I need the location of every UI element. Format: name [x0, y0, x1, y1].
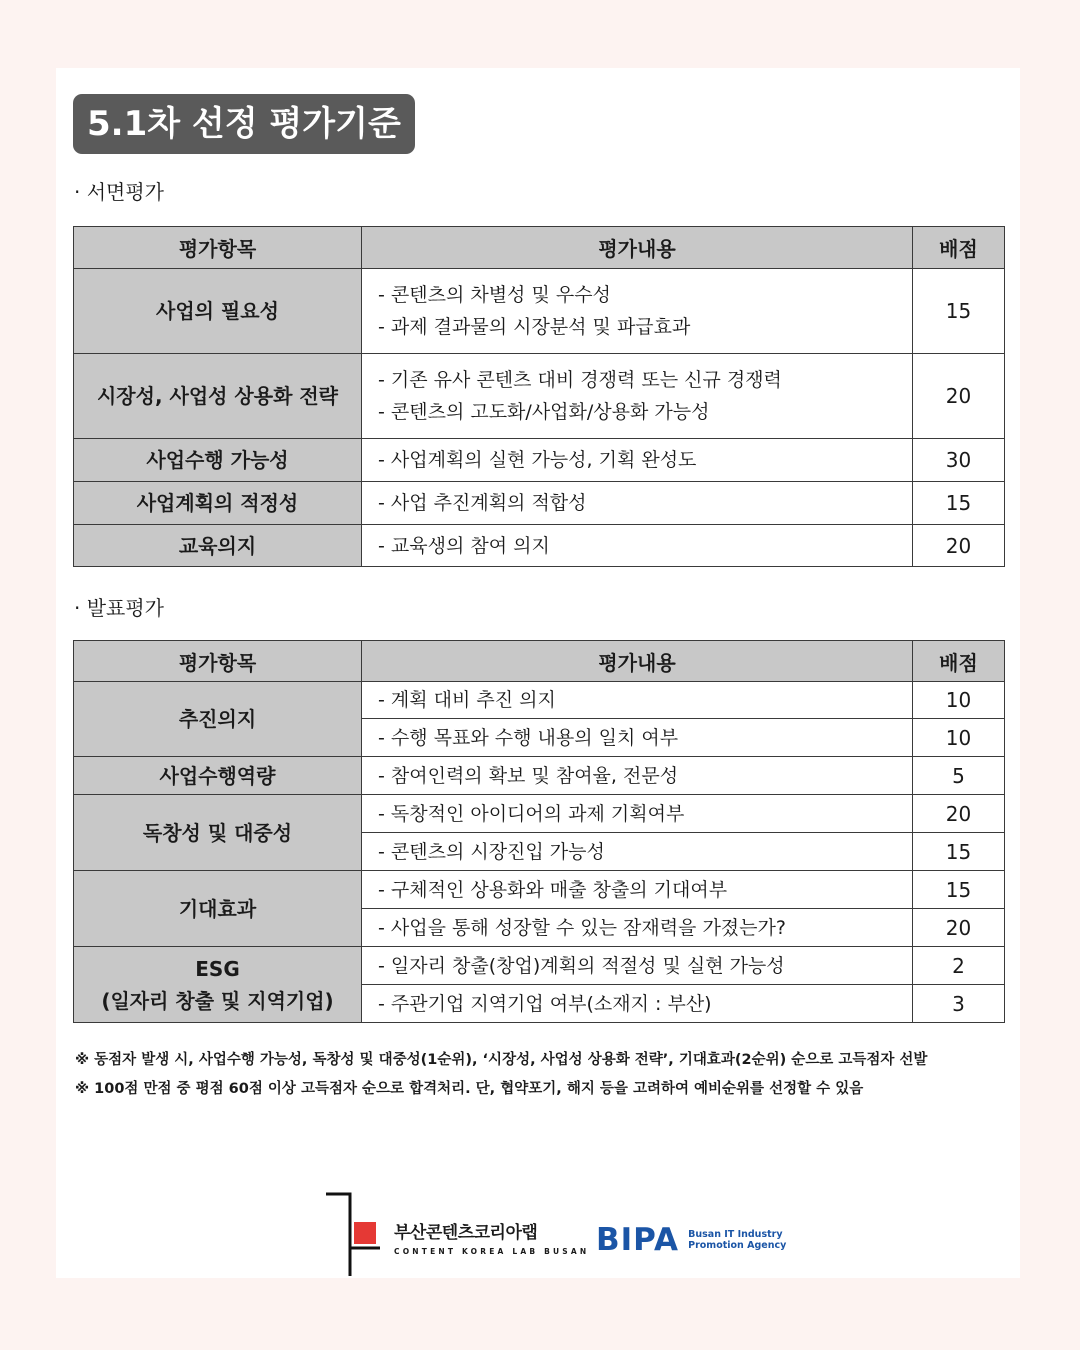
eval-content: - 사업 추진계획의 적합성 — [362, 482, 913, 525]
table-row — [74, 682, 1005, 719]
content-korea-lab-logo-icon — [324, 1188, 384, 1278]
eval-item: 교육의지 — [74, 525, 362, 567]
eval-score: 20 — [913, 795, 1005, 833]
eval-item: 사업계획의 적정성 — [74, 482, 362, 525]
written-eval-table — [73, 226, 1005, 567]
presentation-eval-label: · 발표평가 — [74, 596, 164, 620]
header-item: 평가항목 — [74, 641, 362, 682]
eval-score: 15 — [913, 269, 1005, 354]
eval-content: - 독창적인 아이디어의 과제 기획여부 — [362, 795, 913, 833]
eval-item: 시장성, 사업성 상용화 전략 — [74, 354, 362, 439]
bipa-sub-line: Busan IT Industry — [688, 1229, 783, 1240]
eval-item: 기대효과 — [74, 871, 362, 947]
eval-content: - 수행 목표와 수행 내용의 일치 여부 — [362, 719, 913, 757]
footnotes — [75, 1046, 927, 1104]
bipa-sub-line: Promotion Agency — [688, 1240, 787, 1251]
eval-content: - 일자리 창출(창업)계획의 적절성 및 실현 가능성 — [362, 947, 913, 985]
eval-item: 사업수행 가능성 — [74, 439, 362, 482]
content-line: - 콘텐츠의 고도화/사업화/상용화 가능성 — [378, 401, 710, 423]
table-row — [74, 795, 1005, 833]
footer-logos — [56, 1188, 1020, 1278]
content-line: - 콘텐츠의 차별성 및 우수성 — [378, 284, 611, 306]
eval-content: - 계획 대비 추진 의지 — [362, 682, 913, 719]
table-row — [74, 269, 1005, 354]
header-content: 평가내용 — [362, 641, 913, 682]
eval-score: 20 — [913, 525, 1005, 567]
table-row — [74, 525, 1005, 567]
logo1-english: CONTENT KOREA LAB BUSAN — [394, 1247, 590, 1256]
eval-content: - 참여인력의 확보 및 참여율, 전문성 — [362, 757, 913, 795]
bipa-wordmark: BIPA — [596, 1222, 680, 1258]
logo1-korean: 부산콘텐츠코리아랩 — [394, 1223, 538, 1243]
content-line: - 기존 유사 콘텐츠 대비 경쟁력 또는 신규 경쟁력 — [378, 369, 782, 391]
bipa-logo — [596, 1222, 786, 1258]
eval-content: - 콘텐츠의 시장진입 가능성 — [362, 833, 913, 871]
eval-score: 10 — [913, 682, 1005, 719]
eval-item — [74, 947, 362, 1023]
presentation-eval-table — [73, 640, 1005, 1023]
eval-content — [362, 269, 913, 354]
header-content: 평가내용 — [362, 227, 913, 269]
eval-score: 3 — [913, 985, 1005, 1023]
eval-item: 독창성 및 대중성 — [74, 795, 362, 871]
eval-score: 30 — [913, 439, 1005, 482]
table-row — [74, 354, 1005, 439]
eval-content: - 구체적인 상용화와 매출 창출의 기대여부 — [362, 871, 913, 909]
table-row — [74, 757, 1005, 795]
eval-content: - 사업계획의 실현 가능성, 기획 완성도 — [362, 439, 913, 482]
eval-score: 15 — [913, 871, 1005, 909]
eval-score: 5 — [913, 757, 1005, 795]
footnote: ※ 동점자 발생 시, 사업수행 가능성, 독창성 및 대중성(1순위), ‘시장성, 사업성 상용화 전략’, 기대효과(2순위) 순으로 고득점자 선발 — [75, 1052, 928, 1068]
table-row — [74, 482, 1005, 525]
bipa-subtitle — [688, 1229, 786, 1251]
table-row — [74, 871, 1005, 909]
content-korea-lab-wordmark — [394, 1218, 589, 1256]
eval-item: 추진의지 — [74, 682, 362, 757]
written-eval-label: · 서면평가 — [74, 180, 164, 204]
content-line: - 과제 결과물의 시장분석 및 파급효과 — [378, 316, 691, 338]
eval-score: 15 — [913, 482, 1005, 525]
eval-score: 10 — [913, 719, 1005, 757]
eval-score: 15 — [913, 833, 1005, 871]
eval-content — [362, 354, 913, 439]
footnote: ※ 100점 만점 중 평점 60점 이상 고득점자 순으로 합격처리. 단, 협약포기, 해지 등을 고려하여 예비순위를 선정할 수 있음 — [75, 1081, 864, 1097]
table-row — [74, 439, 1005, 482]
item-line: (일자리 창출 및 지역기업) — [101, 988, 334, 1013]
eval-item: 사업의 필요성 — [74, 269, 362, 354]
item-line: ESG — [195, 956, 240, 981]
eval-item: 사업수행역량 — [74, 757, 362, 795]
eval-content: - 사업을 통해 성장할 수 있는 잠재력을 가졌는가? — [362, 909, 913, 947]
header-item: 평가항목 — [74, 227, 362, 269]
table-row — [74, 947, 1005, 985]
header-score: 배점 — [913, 641, 1005, 682]
document-card — [56, 68, 1020, 1278]
eval-score: 2 — [913, 947, 1005, 985]
eval-score: 20 — [913, 354, 1005, 439]
header-score: 배점 — [913, 227, 1005, 269]
eval-content: - 교육생의 참여 의지 — [362, 525, 913, 567]
eval-content: - 주관기업 지역기업 여부(소재지 : 부산) — [362, 985, 913, 1023]
page-title: 5.1차 선정 평가기준 — [73, 94, 415, 154]
eval-score: 20 — [913, 909, 1005, 947]
